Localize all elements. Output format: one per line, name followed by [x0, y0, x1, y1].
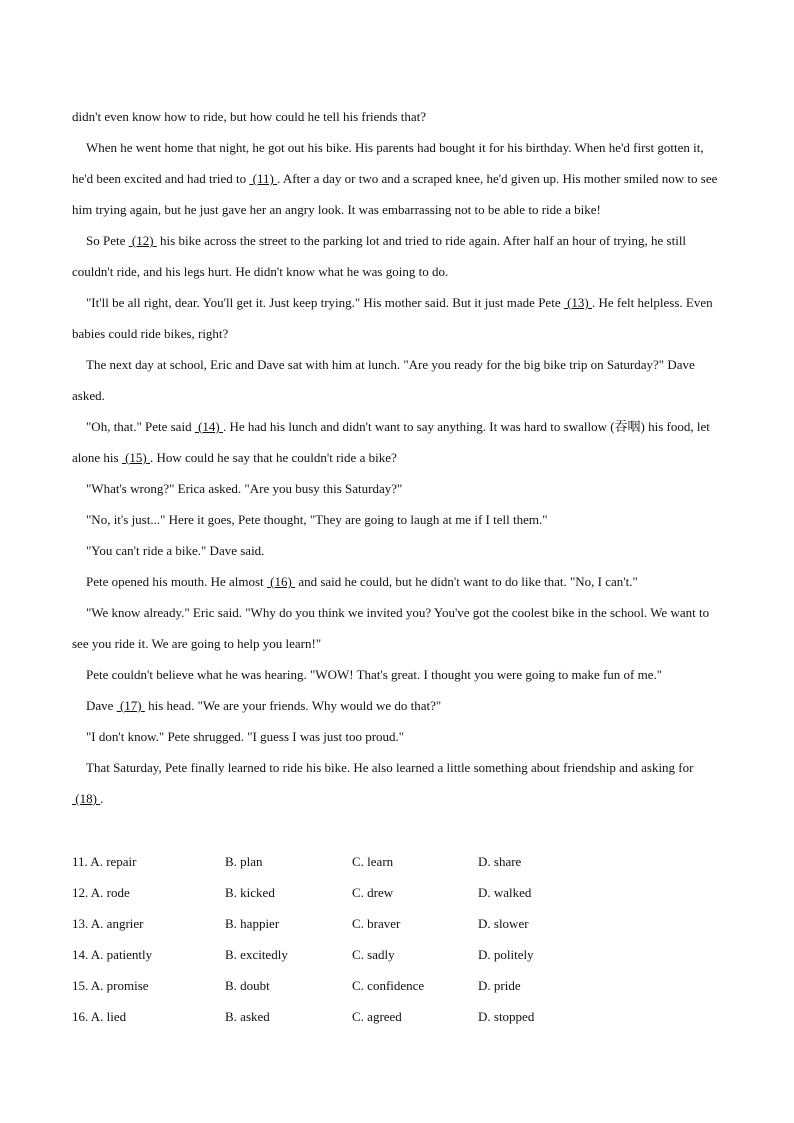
option-row-13	[72, 908, 724, 939]
blank-13: (13)	[563, 295, 593, 310]
passage	[72, 101, 724, 814]
option-d: D. pride	[478, 978, 521, 993]
option-d: D. slower	[478, 916, 529, 931]
option-row-11	[72, 846, 724, 877]
paragraph-text: . He felt helpless. Even babies could ride bikes, right?	[72, 295, 713, 341]
option-a: 13. A. angrier	[72, 916, 144, 931]
option-c: C. sadly	[352, 947, 395, 962]
paragraph-2	[72, 132, 724, 225]
paragraph-text: . After a day or two and a scraped knee, he'd given up. His mother smiled now to see him trying again, but he just gave her an angry look. It was embarrassing not to be able to ride a bike!	[72, 171, 718, 217]
paragraph-text: "You can't ride a bike." Dave said.	[86, 543, 265, 558]
paragraph-text: "I don't know." Pete shrugged. "I guess I was just too proud."	[86, 729, 405, 744]
blank-16: (16)	[266, 574, 296, 589]
option-c: C. braver	[352, 916, 401, 931]
option-row-15	[72, 970, 724, 1001]
paragraph-3	[72, 225, 724, 287]
paragraph-text: .	[100, 791, 104, 806]
paragraph-text: That Saturday, Pete finally learned to ride his bike. He also learned a little something about friendship and asking for	[86, 760, 694, 775]
paragraph-text: Dave	[86, 698, 117, 713]
paragraph-10	[72, 566, 724, 597]
paragraph-8	[72, 504, 724, 535]
paragraph-text: Pete couldn't believe what he was hearing. "WOW! That's great. I thought you were going to make fun of me."	[86, 667, 663, 682]
blank-15: (15)	[121, 450, 150, 465]
answer-options	[72, 846, 724, 1032]
paragraph-text: his head. "We are your friends. Why would we do that?"	[144, 698, 442, 713]
option-c: C. agreed	[352, 1009, 402, 1024]
option-b: B. plan	[225, 854, 263, 869]
paragraph-13	[72, 690, 724, 721]
option-b: B. asked	[225, 1009, 270, 1024]
paragraph-text: "Oh, that." Pete said	[86, 419, 195, 434]
paragraph-text: When he went home that night, he got out his bike. His parents had bought it for his birthday. When he'd first gotten it, he'd been excited and had tried to	[72, 140, 704, 186]
paragraph-text: "What's wrong?" Erica asked. "Are you busy this Saturday?"	[86, 481, 403, 496]
option-a: 12. A. rode	[72, 885, 130, 900]
paragraph-text: "No, it's just..." Here it goes, Pete thought, "They are going to laugh at me if I tell them."	[86, 512, 548, 527]
paragraph-11	[72, 597, 724, 659]
paragraph-15	[72, 752, 724, 814]
option-d: D. share	[478, 854, 522, 869]
option-c: C. confidence	[352, 978, 425, 993]
paragraph-text: his bike across the street to the parking lot and tried to ride again. After half an hour of trying, he still couldn't ride, and his legs hurt. He didn't know what he was going to do.	[72, 233, 687, 279]
blank-18: (18)	[72, 791, 101, 806]
option-row-16	[72, 1001, 724, 1032]
paragraph-6	[72, 411, 724, 473]
option-a: 16. A. lied	[72, 1009, 127, 1024]
blank-17: (17)	[116, 698, 145, 713]
option-b: B. doubt	[225, 978, 270, 993]
option-d: D. stopped	[478, 1009, 535, 1024]
paragraph-text: . How could he say that he couldn't ride a bike?	[150, 450, 397, 465]
option-b: B. happier	[225, 916, 280, 931]
option-d: D. walked	[478, 885, 532, 900]
paragraph-text: "We know already." Eric said. "Why do you think we invited you? You've got the coolest bike in the school. We want to see you ride it. We are going to help you learn!"	[72, 605, 710, 651]
paragraph-7	[72, 473, 724, 504]
paragraph-text: So Pete	[86, 233, 129, 248]
option-b: B. excitedly	[225, 947, 288, 962]
paragraph-5	[72, 349, 724, 411]
option-a: 11. A. repair	[72, 854, 137, 869]
option-a: 15. A. promise	[72, 978, 149, 993]
option-c: C. learn	[352, 854, 394, 869]
paragraph-text: Pete opened his mouth. He almost	[86, 574, 267, 589]
option-a: 14. A. patiently	[72, 947, 153, 962]
option-d: D. politely	[478, 947, 534, 962]
paragraph-14	[72, 721, 724, 752]
paragraph-text: The next day at school, Eric and Dave sat with him at lunch. "Are you ready for the big bike trip on Saturday?" Dave asked.	[72, 357, 695, 403]
paragraph-text: didn't even know how to ride, but how could he tell his friends that?	[72, 109, 426, 124]
paragraph-1	[72, 101, 724, 132]
option-row-12	[72, 877, 724, 908]
option-c: C. drew	[352, 885, 394, 900]
paragraph-4	[72, 287, 724, 349]
paragraph-12	[72, 659, 724, 690]
paragraph-text: and said he could, but he didn't want to do like that. "No, I can't."	[295, 574, 638, 589]
option-row-14	[72, 939, 724, 970]
blank-12: (12)	[128, 233, 157, 248]
blank-14: (14)	[194, 419, 223, 434]
paragraph-9	[72, 535, 724, 566]
paragraph-text: . He had his lunch and didn't want to say anything. It was hard to swallow (吞咽) his food, let alone his	[72, 419, 710, 465]
blank-11: (11)	[249, 171, 278, 186]
option-b: B. kicked	[225, 885, 275, 900]
paragraph-text: "It'll be all right, dear. You'll get it. Just keep trying." His mother said. But it just made Pete	[86, 295, 564, 310]
